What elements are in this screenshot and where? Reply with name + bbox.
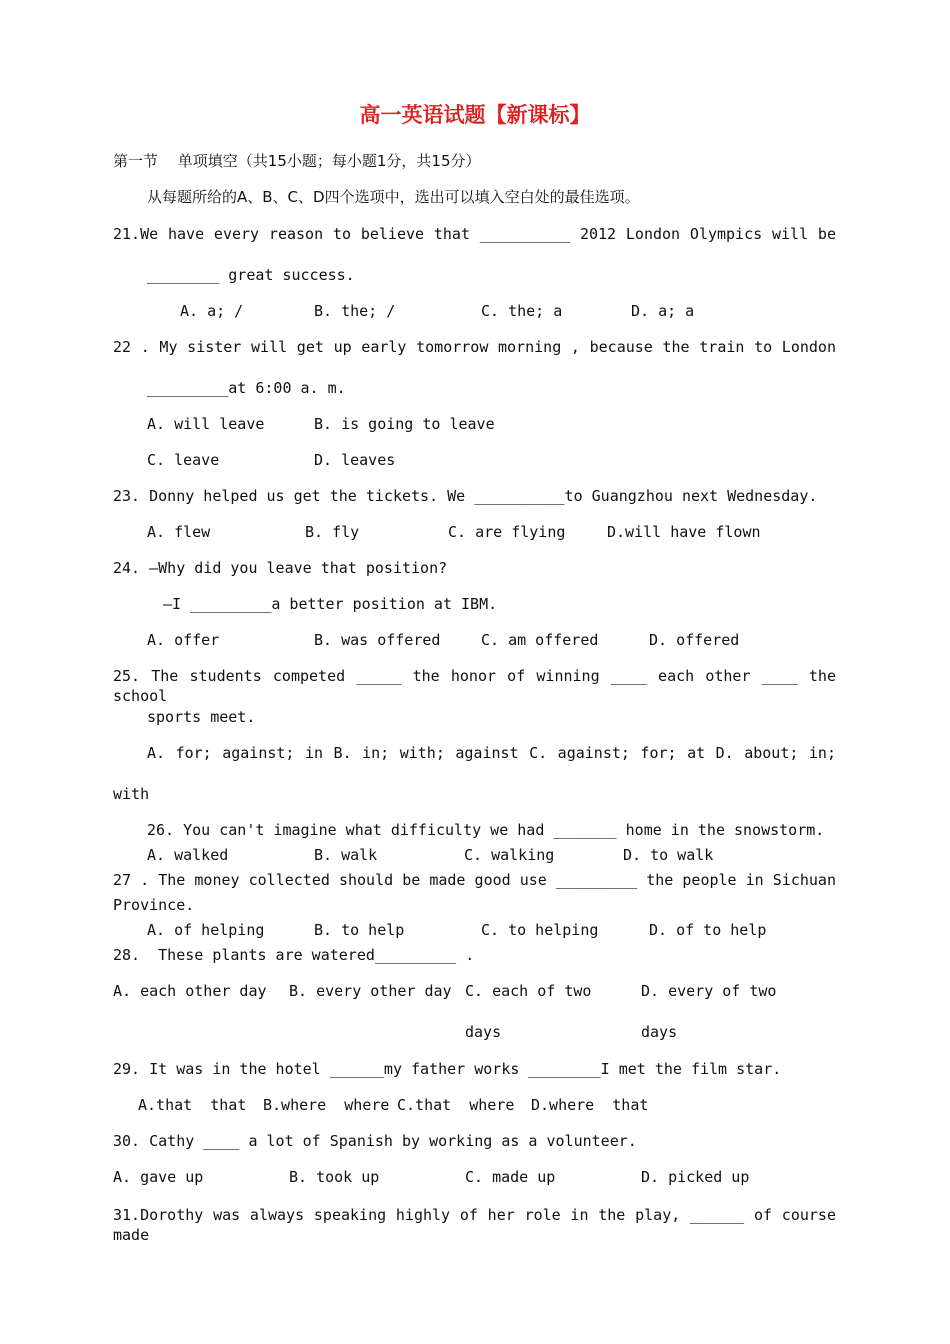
q26-option-d: D. to walk	[623, 846, 714, 864]
q25-stem-line1: 25. The students competed _____ the honor of winning ____ each other ____ the school	[113, 667, 836, 705]
q24-stem-line2: —I _________a better position at IBM.	[163, 595, 498, 613]
q24-option-c: C. am offered	[481, 631, 599, 649]
q24-stem-line1: 24. —Why did you leave that position?	[113, 559, 448, 577]
q29-option-a: A.that that	[138, 1096, 247, 1114]
q24-option-b: B. was offered	[314, 631, 441, 649]
q28-option-c: C. each of two	[465, 982, 592, 1000]
q26-option-c: C. walking	[464, 846, 555, 864]
q29-option-b: B.where where	[263, 1096, 390, 1114]
q30-option-a: A. gave up	[113, 1168, 204, 1186]
q30-option-c: C. made up	[465, 1168, 556, 1186]
q21-option-c: C. the; a	[481, 302, 563, 320]
section-heading: 第一节 单项填空（共15小题；每小题1分，共15分）	[113, 152, 481, 170]
q31-stem-line1: 31.Dorothy was always speaking highly of her role in the play, ______ of course made	[113, 1206, 836, 1244]
q23-option-c: C. are flying	[448, 523, 566, 541]
q22-option-a: A. will leave	[147, 415, 265, 433]
q23-stem: 23. Donny helped us get the tickets. We __________to Guangzhou next Wednesday.	[113, 487, 818, 505]
q27-option-c: C. to helping	[481, 921, 599, 939]
q25-stem-line2: sports meet.	[147, 708, 256, 726]
q21-option-a: A. a; /	[180, 302, 244, 320]
q22-stem-line1: 22 . My sister will get up early tomorrow morning , because the train to London	[113, 338, 836, 356]
q28-option-c-wrap: days	[465, 1023, 502, 1041]
q26-stem: 26. You can't imagine what difficulty we had _______ home in the snowstorm.	[147, 821, 825, 839]
q26-option-b: B. walk	[314, 846, 378, 864]
q27-stem-line2: Province.	[113, 896, 195, 914]
q29-stem: 29. It was in the hotel ______my father works ________I met the film star.	[113, 1060, 782, 1078]
q22-stem-line2: _________at 6:00 a. m.	[147, 379, 346, 397]
q28-stem: 28. These plants are watered_________ .	[113, 946, 475, 964]
q28-option-b: B. every other day	[289, 982, 452, 1000]
q23-option-a: A. flew	[147, 523, 211, 541]
q27-option-d: D. of to help	[649, 921, 767, 939]
q21-stem-line1: 21.We have every reason to believe that __________ 2012 London Olympics will be	[113, 225, 836, 243]
q29-option-d: D.where that	[531, 1096, 649, 1114]
q22-option-d: D. leaves	[314, 451, 396, 469]
page-title: 高一英语试题【新课标】	[359, 102, 591, 127]
q22-option-c: C. leave	[147, 451, 220, 469]
q23-option-d: D.will have flown	[607, 523, 761, 541]
q21-option-b: B. the; /	[314, 302, 396, 320]
q29-option-c: C.that where	[397, 1096, 515, 1114]
q27-option-b: B. to help	[314, 921, 405, 939]
q22-option-b: B. is going to leave	[314, 415, 495, 433]
q28-option-d: D. every of two	[641, 982, 777, 1000]
q30-option-d: D. picked up	[641, 1168, 750, 1186]
q24-option-a: A. offer	[147, 631, 220, 649]
q23-option-b: B. fly	[305, 523, 360, 541]
q25-options-wrap: with	[113, 785, 150, 803]
q28-option-d-wrap: days	[641, 1023, 678, 1041]
q27-option-a: A. of helping	[147, 921, 265, 939]
q21-stem-line2: ________ great success.	[147, 266, 355, 284]
q30-stem: 30. Cathy ____ a lot of Spanish by working as a volunteer.	[113, 1132, 637, 1150]
q28-option-a: A. each other day	[113, 982, 267, 1000]
q21-option-d: D. a; a	[631, 302, 695, 320]
q27-stem-line1: 27 . The money collected should be made good use _________ the people in Sichuan	[113, 871, 836, 889]
q25-options: A. for; against; in B. in; with; against C. against; for; at D. about; in;	[147, 744, 836, 762]
q30-option-b: B. took up	[289, 1168, 380, 1186]
q26-option-a: A. walked	[147, 846, 229, 864]
q24-option-d: D. offered	[649, 631, 740, 649]
instruction: 从每题所给的A、B、C、D四个选项中，选出可以填入空白处的最佳选项。	[147, 188, 640, 206]
